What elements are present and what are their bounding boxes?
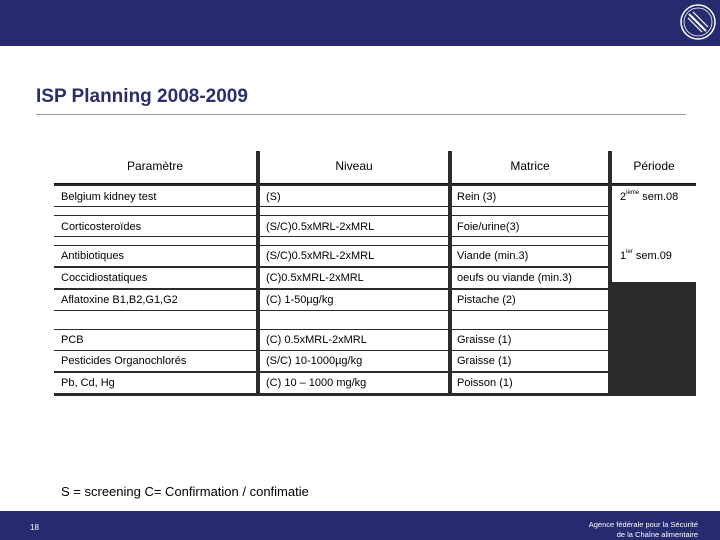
table-row-6-matrice: Graisse (1) (457, 334, 512, 346)
agency-name-line1: Agence fédérale pour la Sécurité (588, 520, 698, 529)
table-row-7-niveau: (S/C) 10-1000µg/kg (266, 355, 363, 367)
table-row-8-niveau: (C) 10 – 1000 mg/kg (266, 377, 367, 389)
header-niveau: Niveau (260, 151, 448, 184)
table-row-2-parametre: Corticosteroïdes (61, 221, 142, 233)
table-row-5-niveau: (C) 1-50µg/kg (266, 294, 334, 306)
top-banner (0, 0, 720, 46)
table-row-6-niveau: (C) 0.5xMRL-2xMRL (266, 334, 367, 346)
title-divider (36, 114, 686, 115)
periode-2 (620, 250, 672, 262)
table-row-1-niveau: (S) (266, 191, 281, 203)
planning-table (54, 151, 696, 396)
page-number: 18 (30, 523, 39, 532)
table-row-8-matrice: Poisson (1) (457, 377, 513, 389)
legend-note: S = screening C= Confirmation / confimatie (61, 484, 309, 499)
table-row-2-niveau: (S/C)0.5xMRL-2xMRL (266, 221, 375, 233)
table-row-5-matrice: Pistache (2) (457, 294, 516, 306)
table-row-3-niveau: (S/C)0.5xMRL-2xMRL (266, 250, 375, 262)
table-row-1-matrice: Rein (3) (457, 191, 497, 203)
table-row-1-parametre: Belgium kidney test (61, 191, 157, 203)
periode-1 (620, 191, 678, 203)
periode-2-suffix: sem.09 (632, 250, 672, 262)
header-periode: Période (612, 151, 696, 184)
table-row-8-parametre: Pb, Cd, Hg (61, 377, 115, 389)
table-row-7-matrice: Graisse (1) (457, 355, 512, 367)
table-row-4-parametre: Coccidiostatiques (61, 272, 148, 284)
table-row-4-niveau: (C)0.5xMRL-2xMRL (266, 272, 364, 284)
periode-1-prefix: 2 (620, 191, 627, 203)
header-matrice: Matrice (452, 151, 608, 184)
table-row-3-parametre: Antibiotiques (61, 250, 124, 262)
table-row-4-matrice: oeufs ou viande (min.3) (457, 272, 572, 284)
periode-1-suffix: sem.08 (639, 191, 679, 203)
table-row-3-matrice: Viande (min.3) (457, 250, 529, 262)
periode-2-sup: ier (626, 249, 633, 255)
periode-1-sup: ième (626, 190, 640, 196)
header-parametre: Paramètre (54, 151, 256, 184)
table-row-5-parametre: Aflatoxine B1,B2,G1,G2 (61, 294, 178, 306)
table-row-6-parametre: PCB (61, 334, 84, 346)
periode-2-prefix: 1 (620, 250, 627, 262)
agency-name-line2: de la Chaîne alimentaire (616, 530, 698, 539)
table-row-2-matrice: Foie/urine(3) (457, 221, 520, 233)
slide-title: ISP Planning 2008-2009 (36, 86, 248, 107)
table-row-7-parametre: Pesticides Organochlorés (61, 355, 187, 367)
cutlery-logo-icon (678, 2, 718, 42)
